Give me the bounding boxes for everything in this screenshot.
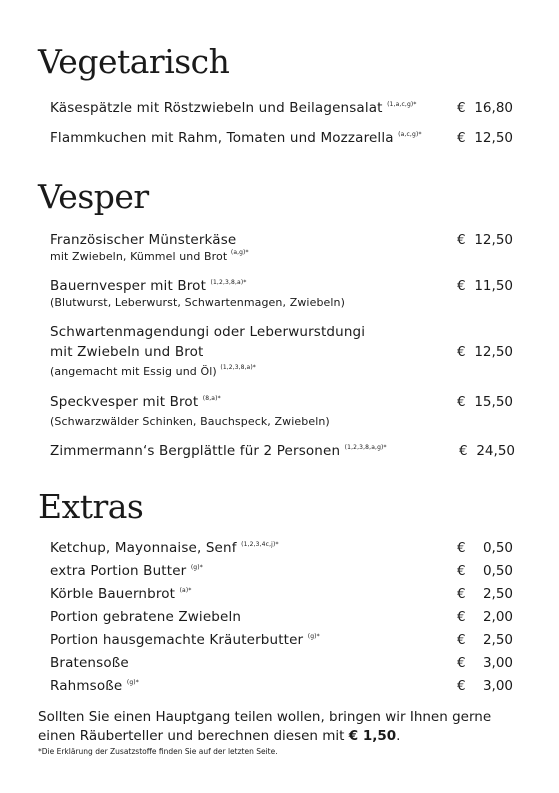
menu-item-price: 12,50 [474, 130, 513, 146]
currency-symbol: € [457, 540, 466, 556]
menu-item-name: Käsespätzle mit Röstzwiebeln und Beilagensalat $^{(1,a,c,g)*}$ [50, 100, 417, 116]
footer-note: *Die Erklärung der Zusatzstoffe finden Sie auf der letzten Seite. [38, 747, 278, 756]
menu-item-price: 15,50 [474, 394, 513, 410]
currency-symbol: € [457, 344, 466, 360]
menu-item-description: (Schwarzwälder Schinken, Bauchspeck, Zwiebeln) [50, 415, 330, 428]
currency-symbol: € [457, 278, 466, 294]
section-title-vegetarisch: Vegetarisch [38, 42, 230, 81]
menu-item-name: Portion hausgemachte Kräuterbutter $^{(g)*}$ [50, 632, 320, 648]
menu-item-name: Rahmsoße $^{(g)*}$ [50, 678, 139, 694]
menu-item-name: Französischer Münsterkäse [50, 232, 237, 248]
menu-item-price: 0,50 [482, 563, 513, 579]
currency-symbol: € [457, 394, 466, 410]
menu-item-description: mit Zwiebeln, Kümmel und Brot $^{(a,g)*}$ [50, 249, 249, 263]
currency-symbol: € [457, 232, 466, 248]
section-title-extras: Extras [38, 487, 144, 526]
menu-item-price: 24,50 [476, 443, 515, 459]
menu-item-price: 2,00 [482, 609, 513, 625]
section-title-vesper: Vesper [38, 177, 149, 216]
menu-item-name: Schwartenmagendungi oder Leberwurstdungi [50, 324, 366, 340]
menu-item-name-line2: mit Zwiebeln und Brot [50, 344, 204, 360]
menu-item-price: 3,00 [482, 678, 513, 694]
menu-item-price: 11,50 [474, 278, 513, 294]
menu-item-name: Speckvesper mit Brot $^{(8,a)*}$ [50, 394, 221, 410]
currency-symbol: € [457, 609, 466, 625]
menu-item-price: 12,50 [474, 344, 513, 360]
currency-symbol: € [457, 563, 466, 579]
currency-symbol: € [457, 586, 466, 602]
menu-item-price: 3,00 [482, 655, 513, 671]
currency-symbol: € [457, 678, 466, 694]
menu-item-name: Bauernvesper mit Brot $^{(1,2,3,8,a)*}$ [50, 278, 247, 294]
currency-symbol: € [457, 100, 466, 116]
currency-symbol: € [457, 130, 466, 146]
menu-item-name: Portion gebratene Zwiebeln [50, 609, 242, 625]
menu-item-price: 12,50 [474, 232, 513, 248]
menu-item-description: (Blutwurst, Leberwurst, Schwartenmagen, Zwiebeln) [50, 296, 346, 309]
menu-item-name: extra Portion Butter $^{(g)*}$ [50, 563, 203, 579]
menu-item-name: Flammkuchen mit Rahm, Tomaten und Mozzarella $^{(a,c,g)*}$ [50, 130, 422, 146]
menu-item-price: 16,80 [474, 100, 513, 116]
footer-sharing-text-line2: einen Räuberteller und berechnen diesen mit € 1,50. [38, 728, 401, 744]
footer-price: € 1,50 [348, 728, 397, 744]
menu-item-name: Zimmermann‘s Bergplättle für 2 Personen $^{(1,2,3,8,a,g)*}$ [50, 443, 387, 459]
menu-item-price: 2,50 [482, 632, 513, 648]
menu-item-price: 2,50 [482, 586, 513, 602]
menu-item-name: Ketchup, Mayonnaise, Senf $^{(1,2,3,4c,j)*}$ [50, 540, 279, 556]
menu-item-price: 0,50 [482, 540, 513, 556]
footer-sharing-text: Sollten Sie einen Hauptgang teilen wollen, bringen wir Ihnen gerne [38, 709, 492, 725]
currency-symbol: € [459, 443, 468, 459]
menu-item-name: Bratensoße [50, 655, 129, 671]
currency-symbol: € [457, 655, 466, 671]
currency-symbol: € [457, 632, 466, 648]
menu-item-name: Körble Bauernbrot $^{(a)*}$ [50, 586, 192, 602]
menu-item-description: (angemacht mit Essig und Öl) $^{(1,2,3,8,a)*}$ [50, 364, 256, 378]
